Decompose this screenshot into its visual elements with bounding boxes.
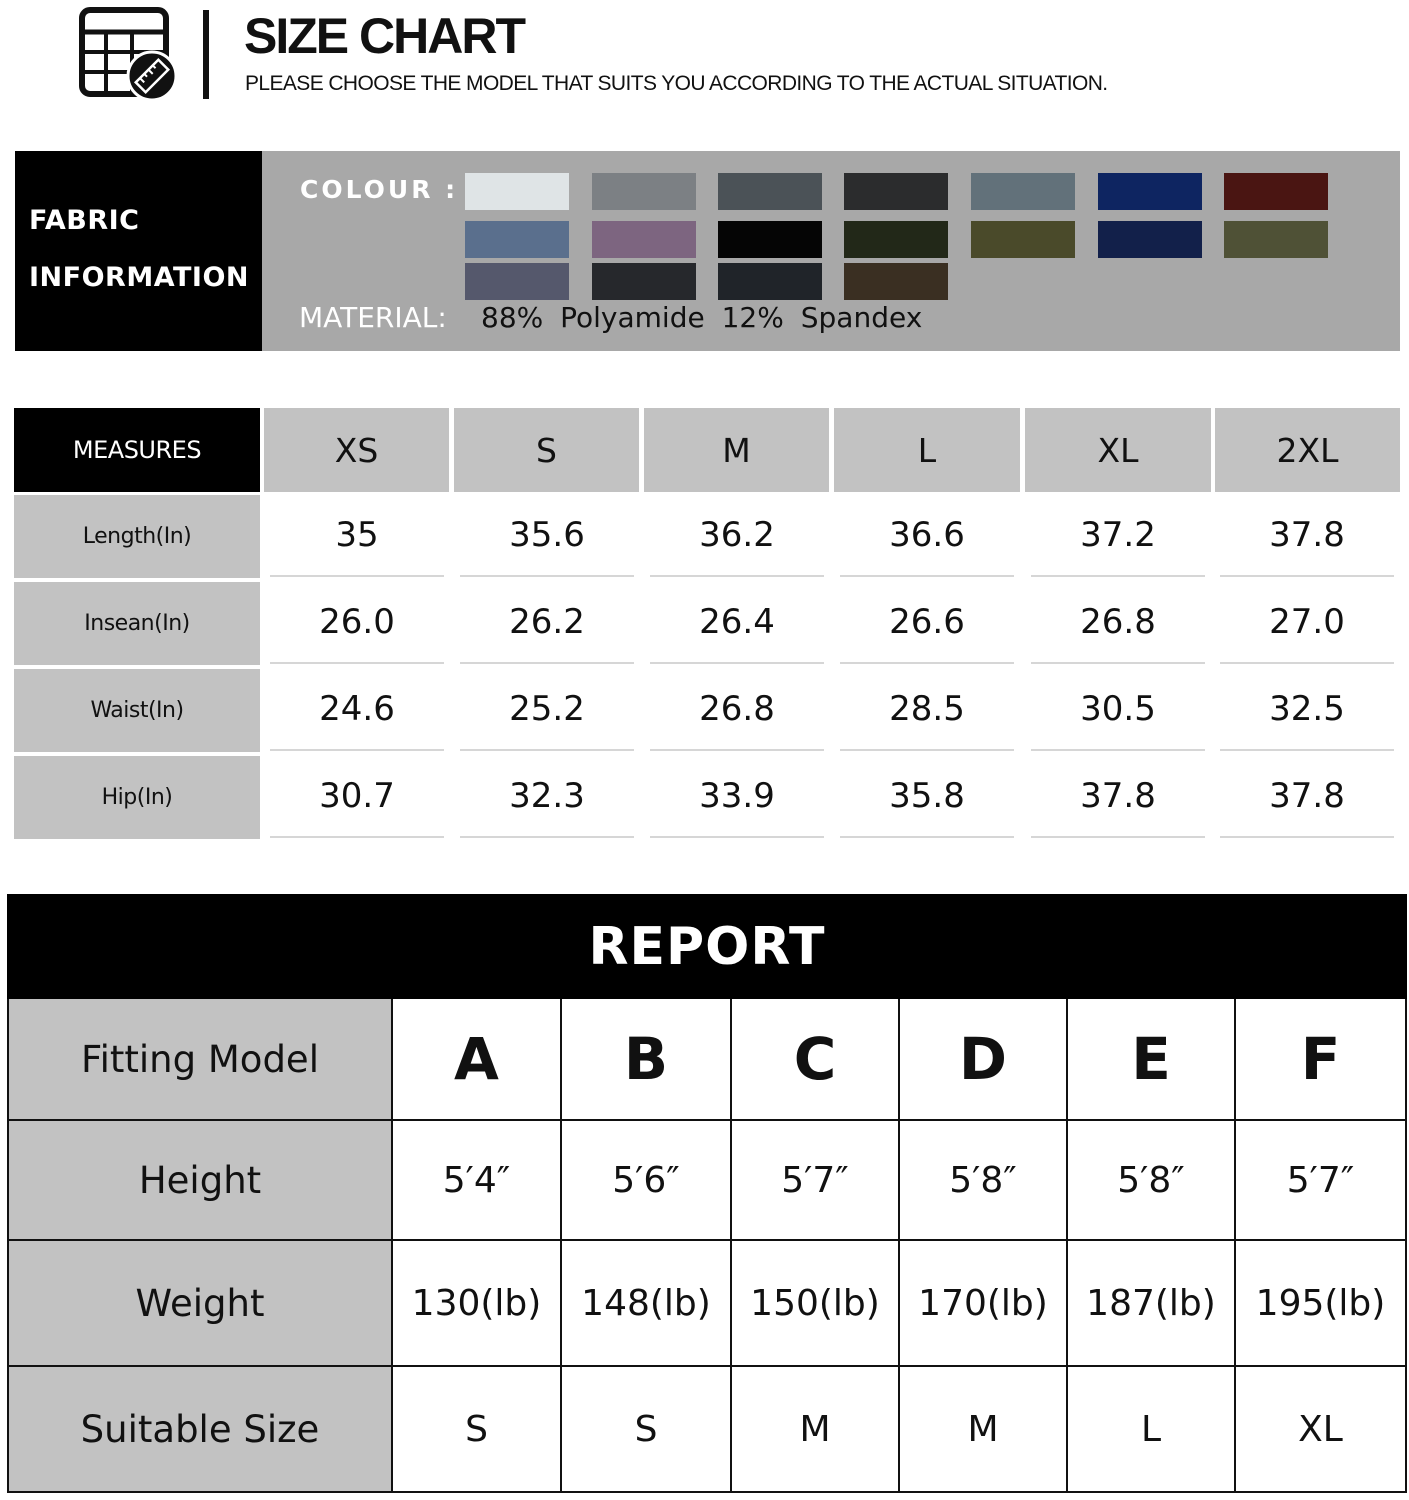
measure-value: 36.2 — [650, 495, 824, 577]
report-value: 5′8″ — [1068, 1121, 1236, 1239]
colour-swatch[interactable] — [1098, 173, 1202, 210]
report-value: XL — [1298, 1408, 1343, 1450]
measure-value: 27.0 — [1220, 582, 1394, 664]
report-row-label: Height — [9, 1121, 393, 1239]
colour-swatch[interactable] — [718, 263, 822, 300]
measure-value: 37.8 — [1220, 756, 1394, 838]
report-value: 195(lb) — [1255, 1282, 1386, 1324]
fitting-model-letter: B — [562, 999, 732, 1119]
measure-value: 36.6 — [840, 495, 1014, 577]
colour-swatch[interactable] — [465, 263, 569, 300]
report-value: 5′7″ — [1286, 1159, 1355, 1201]
fitting-model-letter: E — [1068, 999, 1236, 1119]
fabric-label-line2: INFORMATION — [29, 262, 250, 293]
measure-value: 26.0 — [270, 582, 444, 664]
measure-value: 24.6 — [270, 669, 444, 751]
size-header: XS — [264, 408, 449, 492]
measure-value: 26.4 — [650, 582, 824, 664]
header-divider — [203, 10, 209, 99]
measure-row-label: Length(In) — [14, 495, 260, 578]
material-label: MATERIAL: — [299, 301, 447, 334]
report-value: L — [1068, 1367, 1236, 1491]
colour-swatch[interactable] — [592, 173, 696, 210]
report-row — [9, 1241, 1405, 1367]
report-value: 5′4″ — [393, 1121, 562, 1239]
report-value: S — [562, 1367, 732, 1491]
size-header: L — [834, 408, 1020, 492]
report-row-label: Suitable Size — [9, 1367, 393, 1491]
report-value: M — [900, 1367, 1068, 1491]
report-value: 5′8″ — [900, 1121, 1068, 1239]
measure-value: 35 — [270, 495, 444, 577]
report-value: 5′6″ — [562, 1121, 732, 1239]
page-subtitle: PLEASE CHOOSE THE MODEL THAT SUITS YOU ACCORDING TO THE ACTUAL SITUATION. — [245, 72, 1108, 95]
colour-swatch[interactable] — [465, 221, 569, 258]
measure-value: 35.8 — [840, 756, 1014, 838]
report-value: 5′7″ — [732, 1121, 900, 1239]
report-table — [7, 999, 1407, 1493]
size-header: 2XL — [1215, 408, 1400, 492]
colour-swatch[interactable] — [971, 173, 1075, 210]
report-value: 187(lb) — [1068, 1241, 1236, 1365]
size-table-ruler-icon — [78, 6, 184, 102]
fitting-model-letter: A — [393, 999, 562, 1119]
colour-swatch[interactable] — [592, 263, 696, 300]
size-header: XL — [1025, 408, 1211, 492]
colour-swatch[interactable] — [465, 173, 569, 210]
measure-value: 30.5 — [1031, 669, 1205, 751]
measure-value: 37.2 — [1031, 495, 1205, 577]
measure-row-label: Waist(In) — [14, 669, 260, 752]
fitting-model-letter: C — [732, 999, 900, 1119]
fitting-model-letter: D — [900, 999, 1068, 1119]
measure-value: 35.6 — [460, 495, 634, 577]
colour-swatch[interactable] — [1224, 173, 1328, 210]
colour-swatch[interactable] — [1098, 221, 1202, 258]
fabric-information-label — [15, 151, 262, 351]
measure-row-label: Insean(In) — [14, 582, 260, 665]
report-value: 150(lb) — [732, 1241, 900, 1365]
measure-value: 33.9 — [650, 756, 824, 838]
report-row-label: Fitting Model — [9, 999, 393, 1119]
report-title: REPORT — [7, 894, 1407, 999]
measure-value: 37.8 — [1220, 495, 1394, 577]
report-row — [9, 999, 1405, 1121]
measure-value: 30.7 — [270, 756, 444, 838]
measure-value: 32.3 — [460, 756, 634, 838]
colour-swatch[interactable] — [971, 221, 1075, 258]
fabric-information-panel — [15, 151, 1400, 351]
measure-value: 37.8 — [1031, 756, 1205, 838]
measures-header-label: MEASURES — [14, 408, 260, 492]
measure-value: 26.6 — [840, 582, 1014, 664]
report-row-label: Weight — [9, 1241, 393, 1365]
colour-swatch[interactable] — [844, 173, 948, 210]
fitting-model-letter: F — [1300, 1025, 1341, 1093]
report-value: S — [393, 1367, 562, 1491]
measure-row-label: Hip(In) — [14, 756, 260, 839]
material-value: 88% Polyamide 12% Spandex — [481, 301, 923, 334]
size-header: S — [454, 408, 639, 492]
colour-label: COLOUR : — [300, 175, 459, 204]
measure-value: 25.2 — [460, 669, 634, 751]
colour-swatch[interactable] — [592, 221, 696, 258]
colour-swatch[interactable] — [844, 263, 948, 300]
colour-swatch[interactable] — [1224, 221, 1328, 258]
page-title: SIZE CHART — [244, 8, 524, 64]
colour-swatch[interactable] — [718, 173, 822, 210]
colour-swatch[interactable] — [844, 221, 948, 258]
report-value: 130(lb) — [393, 1241, 562, 1365]
measure-value: 26.8 — [650, 669, 824, 751]
report-row — [9, 1121, 1405, 1241]
measure-value: 28.5 — [840, 669, 1014, 751]
fabric-label-line1: FABRIC — [29, 205, 140, 236]
measure-value: 26.2 — [460, 582, 634, 664]
size-header: M — [644, 408, 829, 492]
measure-value: 26.8 — [1031, 582, 1205, 664]
report-row — [9, 1367, 1405, 1491]
report-value: M — [732, 1367, 900, 1491]
colour-swatch[interactable] — [718, 221, 822, 258]
measure-value: 32.5 — [1220, 669, 1394, 751]
report-value: 148(lb) — [562, 1241, 732, 1365]
report-value: 170(lb) — [900, 1241, 1068, 1365]
